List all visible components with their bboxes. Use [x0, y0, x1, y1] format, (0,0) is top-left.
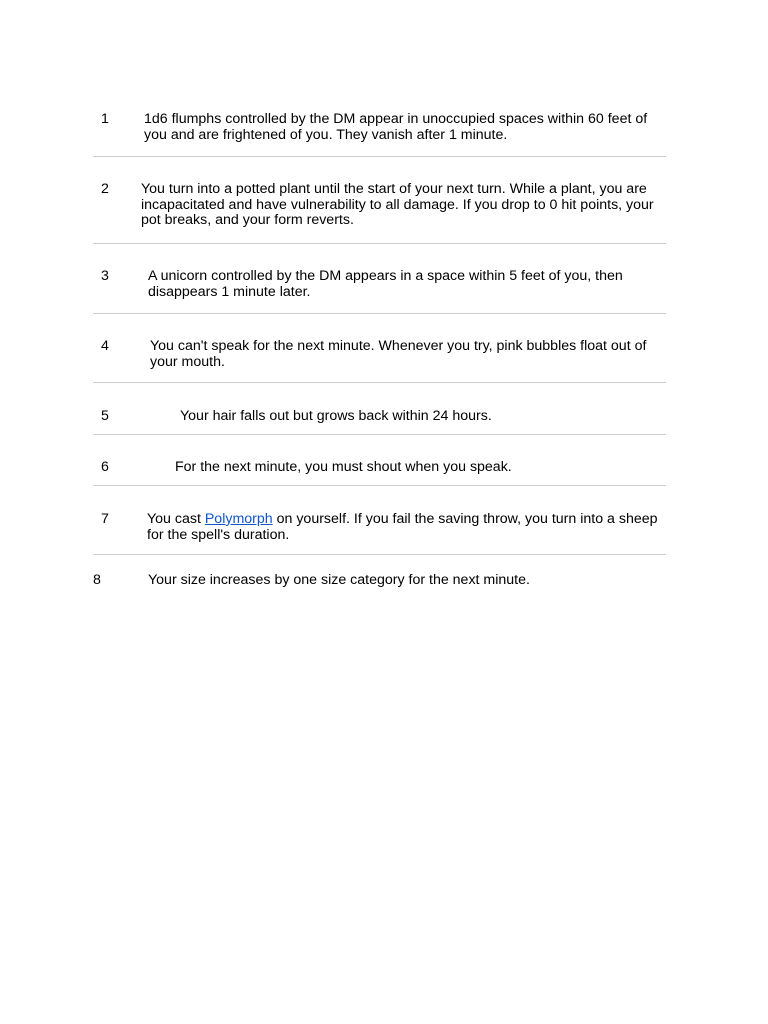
row-number: 2	[101, 181, 109, 197]
row-number: 8	[93, 572, 101, 588]
row-text: You can't speak for the next minute. Whenever you try, pink bubbles float out of your mouth.	[150, 338, 647, 370]
row-text-before: You cast	[147, 511, 205, 527]
row-text: For the next minute, you must shout when you speak.	[175, 459, 512, 475]
row-divider	[93, 313, 666, 314]
row-divider	[93, 434, 666, 435]
table-row	[93, 269, 666, 303]
row-divider	[93, 485, 666, 486]
row-divider	[93, 554, 666, 555]
row-number: 5	[101, 408, 109, 424]
row-text-after: on yourself. If you fail the saving throw, you turn into a sheep for the spell's duration.	[147, 511, 658, 543]
table-row	[93, 112, 666, 148]
table-row	[93, 339, 666, 373]
row-text: You turn into a potted plant until the start of your next turn. While a plant, you are incapacitated and have vulnerability to all damage. If you drop to 0 hit points, your pot breaks, and your form reverts.	[141, 181, 654, 229]
row-number: 1	[101, 111, 109, 127]
table-row	[93, 182, 666, 232]
row-text: Your size increases by one size category for the next minute.	[148, 572, 530, 588]
row-number: 7	[101, 511, 109, 527]
row-number: 4	[101, 338, 109, 354]
polymorph-link[interactable]: Polymorph	[204, 511, 273, 527]
row-text	[147, 512, 663, 543]
table-row	[93, 409, 666, 426]
row-divider	[93, 243, 666, 244]
row-number: 6	[101, 459, 109, 475]
table-row	[93, 460, 666, 477]
row-text: A unicorn controlled by the DM appears in a space within 5 feet of you, then disappears 1 minute later.	[148, 268, 623, 300]
row-number: 3	[101, 268, 109, 284]
row-text: Your hair falls out but grows back within 24 hours.	[180, 408, 492, 424]
row-text: 1d6 flumphs controlled by the DM appear in unoccupied spaces within 60 feet of you and are frightened of you. They vanish after 1 minute.	[144, 111, 648, 143]
table-row	[93, 573, 666, 590]
table-row	[93, 512, 666, 546]
row-divider	[93, 382, 666, 383]
row-divider	[93, 156, 666, 157]
